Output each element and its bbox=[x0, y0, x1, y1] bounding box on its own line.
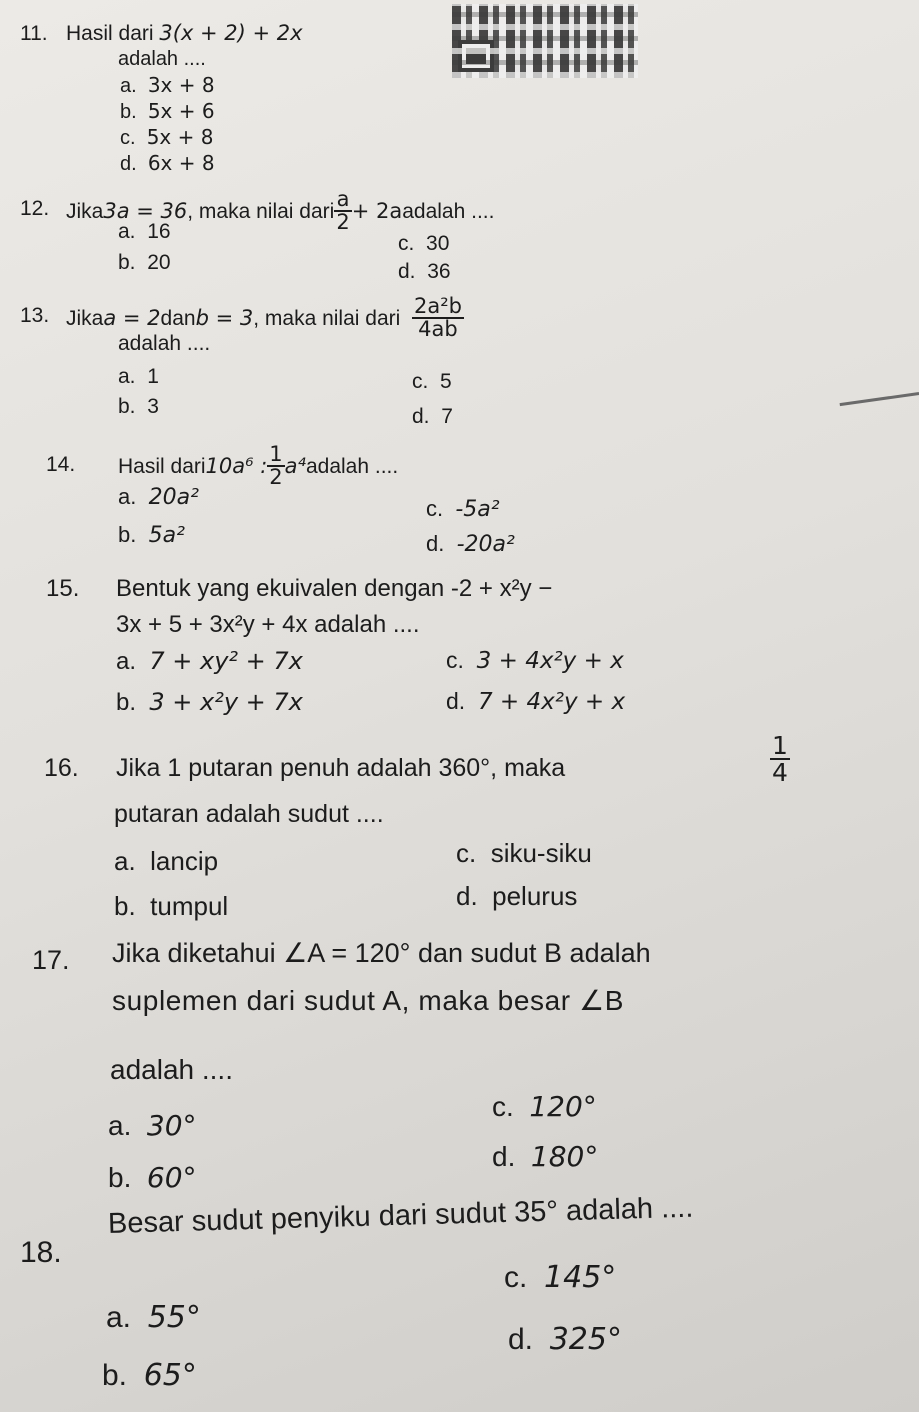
option-a: a. 7 + xy² + 7x bbox=[116, 647, 303, 675]
option-d: d. 7 + 4x²y + x bbox=[446, 688, 626, 715]
question-text-line2: adalah .... bbox=[118, 332, 211, 355]
question-number: 15. bbox=[46, 575, 80, 602]
question-text: Jika 3a = 36 , maka nilai dari $\frac{a}{2}$ + 2a adalah .... bbox=[66, 187, 495, 234]
option-b: b. 5x + 6 bbox=[120, 99, 215, 123]
option-a: a. 20a² bbox=[118, 484, 199, 510]
question-text: Jika diketahui ∠A = 120° dan sudut B adalah bbox=[112, 938, 651, 968]
option-b: b. 3 + x²y + 7x bbox=[116, 688, 303, 716]
option-c: c. 3 + 4x²y + x bbox=[446, 647, 624, 674]
fraction: $\frac{1}{2}$ bbox=[269, 442, 283, 489]
option-a: a. 16 bbox=[118, 220, 171, 243]
question-text: Jika 1 putaran penuh adalah 360°, maka bbox=[116, 754, 566, 782]
option-a: a. 30° bbox=[108, 1109, 197, 1142]
option-c: c. siku-siku bbox=[456, 838, 592, 868]
option-a: a. 3x + 8 bbox=[120, 73, 215, 97]
question-number: 12. bbox=[20, 197, 50, 220]
question-number: 17. bbox=[32, 945, 70, 975]
question-number: 18. bbox=[20, 1236, 62, 1269]
paper-edge bbox=[840, 392, 919, 406]
option-a: a. 55° bbox=[106, 1300, 201, 1335]
question-number: 16. bbox=[44, 754, 79, 782]
option-c: c. -5a² bbox=[426, 496, 500, 522]
question-text: Bentuk yang ekuivalen dengan -2 + x²y − bbox=[116, 575, 553, 602]
option-b: b. 20 bbox=[118, 251, 171, 274]
question-number: 11. bbox=[20, 22, 48, 45]
question-text-line2: putaran adalah sudut .... bbox=[114, 800, 384, 828]
option-d: d. 7 bbox=[412, 405, 453, 428]
option-a: a. 1 bbox=[118, 365, 159, 388]
question-text: Jika a = 2 dan b = 3 , maka nilai dari $\frac{\text{2a²b}}{4ab}$ bbox=[66, 294, 462, 341]
option-d: d. pelurus bbox=[456, 881, 578, 911]
question-text-line2: suplemen dari sudut A, maka besar ∠B bbox=[112, 985, 625, 1016]
option-b: b. 65° bbox=[102, 1358, 197, 1393]
option-d: d. 180° bbox=[492, 1140, 599, 1173]
option-c: c. 120° bbox=[492, 1090, 597, 1123]
option-b: b. tumpul bbox=[114, 891, 229, 921]
question-text-line3: adalah .... bbox=[110, 1054, 233, 1085]
qr-finder-pattern bbox=[458, 40, 494, 72]
option-c: c. 30 bbox=[398, 232, 450, 255]
question-text: Besar sudut penyiku dari sudut 35° adalah .... bbox=[107, 1191, 694, 1240]
option-b: b. 3 bbox=[118, 395, 159, 418]
option-d: d. 6x + 8 bbox=[120, 151, 215, 175]
option-c: c. 5 bbox=[412, 370, 452, 393]
option-b: b. 5a² bbox=[118, 522, 185, 548]
question-number: 13. bbox=[20, 304, 50, 327]
option-b: b. 60° bbox=[108, 1161, 197, 1194]
option-c: c. 145° bbox=[504, 1260, 617, 1295]
question-text-line2: adalah .... bbox=[118, 48, 206, 70]
option-a: a. lancip bbox=[114, 846, 219, 876]
option-d: d. -20a² bbox=[426, 531, 515, 557]
option-d: d. 36 bbox=[398, 260, 451, 283]
option-c: c. 5x + 8 bbox=[120, 125, 214, 149]
fraction: $\frac{\text{2a²b}}{4ab}$ bbox=[413, 294, 462, 341]
question-number: 14. bbox=[46, 453, 76, 476]
fraction: $\frac{a}{2}$ bbox=[336, 187, 350, 234]
fraction: $\frac{1}{4}$ bbox=[772, 731, 788, 787]
qr-code bbox=[452, 4, 638, 78]
option-d: d. 325° bbox=[508, 1322, 622, 1357]
question-text-line2: 3x + 5 + 3x²y + 4x adalah .... bbox=[116, 611, 420, 638]
question-text: Hasil dari 3(x + 2) + 2x bbox=[66, 21, 303, 45]
question-text: Hasil dari 10a⁶ : $\frac{1}{2}$ a⁴ adalah .... bbox=[118, 442, 399, 489]
